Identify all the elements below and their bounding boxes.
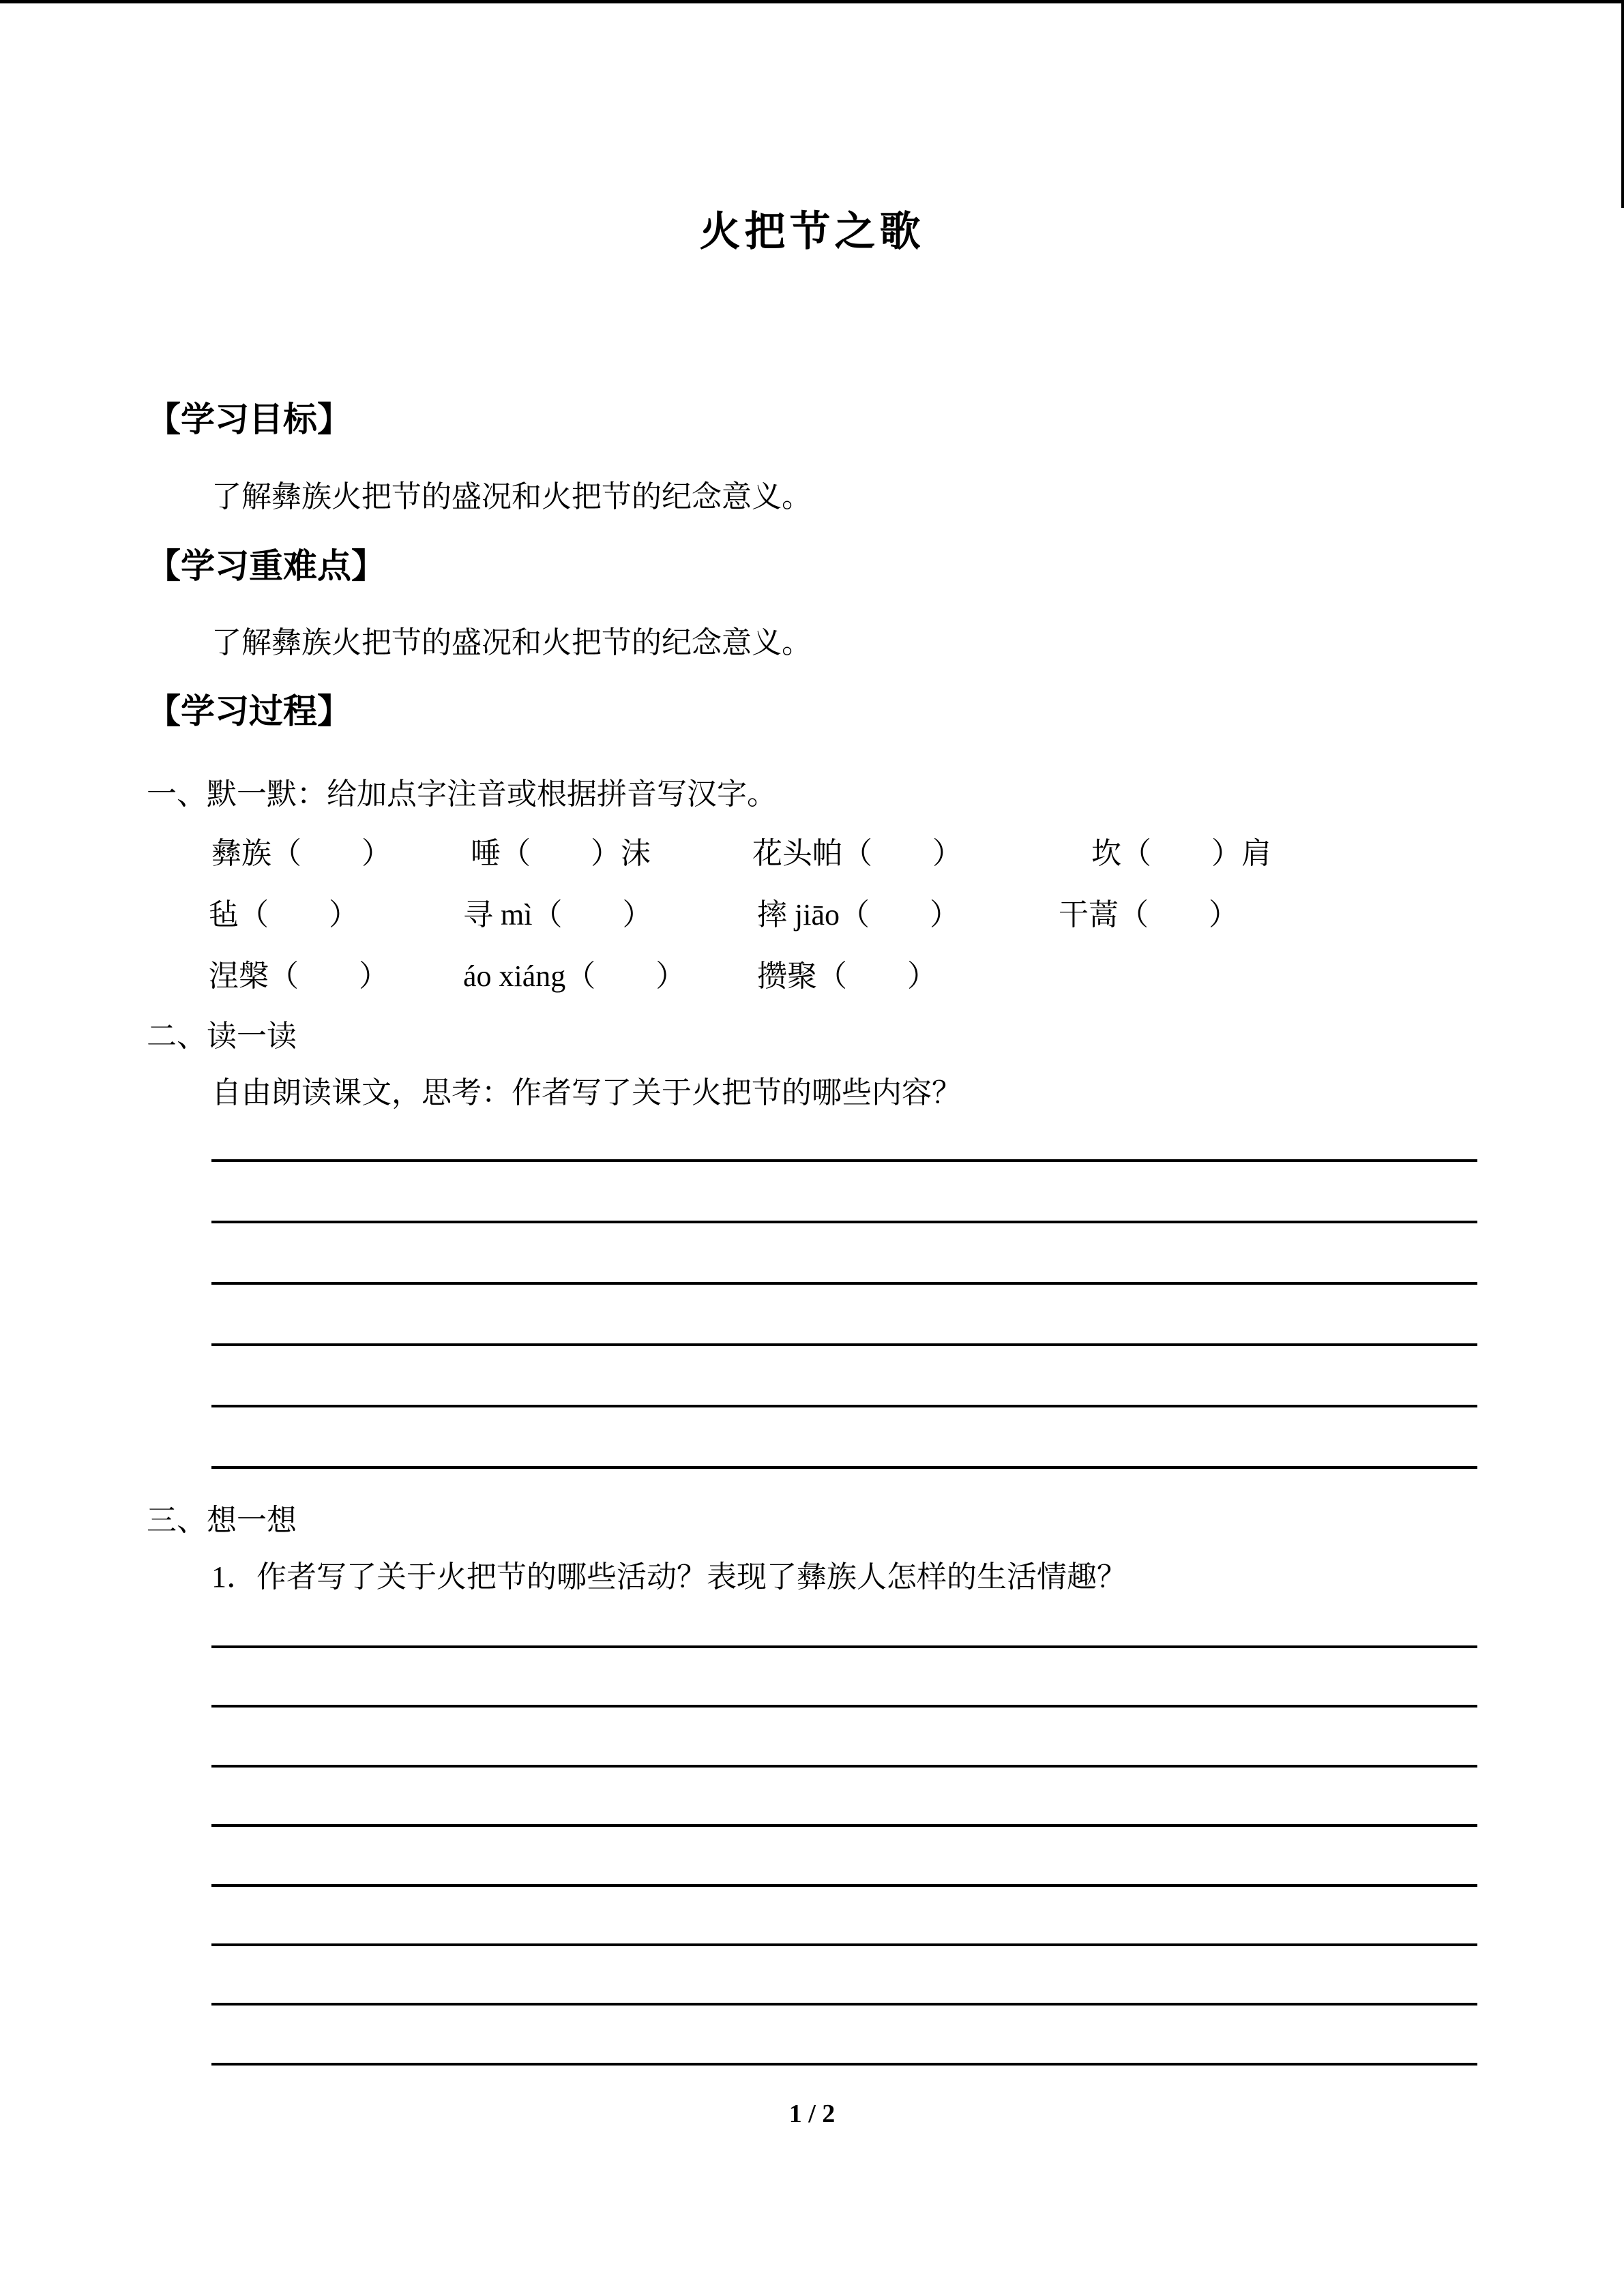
writing-line [211, 1705, 1477, 1708]
word-item: 花头帕（ ） [752, 837, 962, 870]
writing-line [211, 1943, 1477, 1946]
exercise3-question: 1．作者写了关于火把节的哪些活动？表现了彝族人怎样的生活情趣？ [211, 1560, 1127, 1594]
exercise2-label: 二、读一读 [147, 1019, 297, 1053]
writing-line [211, 1221, 1477, 1223]
word-item: 攒聚（ ） [757, 959, 937, 993]
section-heading-process: 【学习过程】 [147, 692, 351, 730]
exercise1-label: 一、默一默：给加点字注音或根据拼音写汉字。 [147, 777, 777, 811]
word-item: 寻 mì（ ） [463, 898, 653, 931]
word-item: 彝族（ ） [211, 837, 392, 870]
pinyin-exercise-row-2 [0, 890, 1624, 931]
writing-line [211, 2063, 1477, 2066]
exercise3-label: 三、想一想 [147, 1504, 297, 1537]
goals-body-text: 了解彝族火把节的盛况和火把节的纪念意义。 [211, 480, 812, 513]
writing-line [211, 1824, 1477, 1827]
word-item: 唾（ ）沫 [471, 837, 651, 870]
section-heading-key-points: 【学习重难点】 [147, 547, 385, 585]
page-title: 火把节之歌 [699, 209, 925, 254]
writing-line [211, 1159, 1477, 1162]
word-item: 涅槃（ ） [209, 959, 389, 993]
page-right-border [1621, 0, 1624, 208]
writing-line [211, 1765, 1477, 1768]
writing-line [211, 1405, 1477, 1407]
writing-line [211, 1282, 1477, 1285]
section-heading-goals: 【学习目标】 [147, 400, 351, 438]
writing-line [211, 1645, 1477, 1648]
word-item: 毡（ ） [209, 898, 359, 931]
writing-line [211, 2003, 1477, 2006]
word-item: 坎（ ）肩 [1091, 837, 1271, 870]
writing-line [211, 1884, 1477, 1887]
key-points-body-text: 了解彝族火把节的盛况和火把节的纪念意义。 [211, 626, 812, 659]
word-item: áo xiáng（ ） [463, 959, 686, 993]
page-top-border [0, 0, 1624, 3]
exercise2-prompt: 自由朗读课文，思考：作者写了关于火把节的哪些内容？ [211, 1076, 962, 1109]
pinyin-exercise-row-3 [0, 951, 1624, 992]
word-item: 摔 jiāo（ ） [757, 898, 960, 931]
page-number: 1 / 2 [788, 2100, 836, 2128]
writing-line [211, 1343, 1477, 1346]
writing-line [211, 1466, 1477, 1469]
word-item: 干蒿（ ） [1059, 898, 1239, 931]
pinyin-exercise-row-1 [0, 829, 1624, 869]
